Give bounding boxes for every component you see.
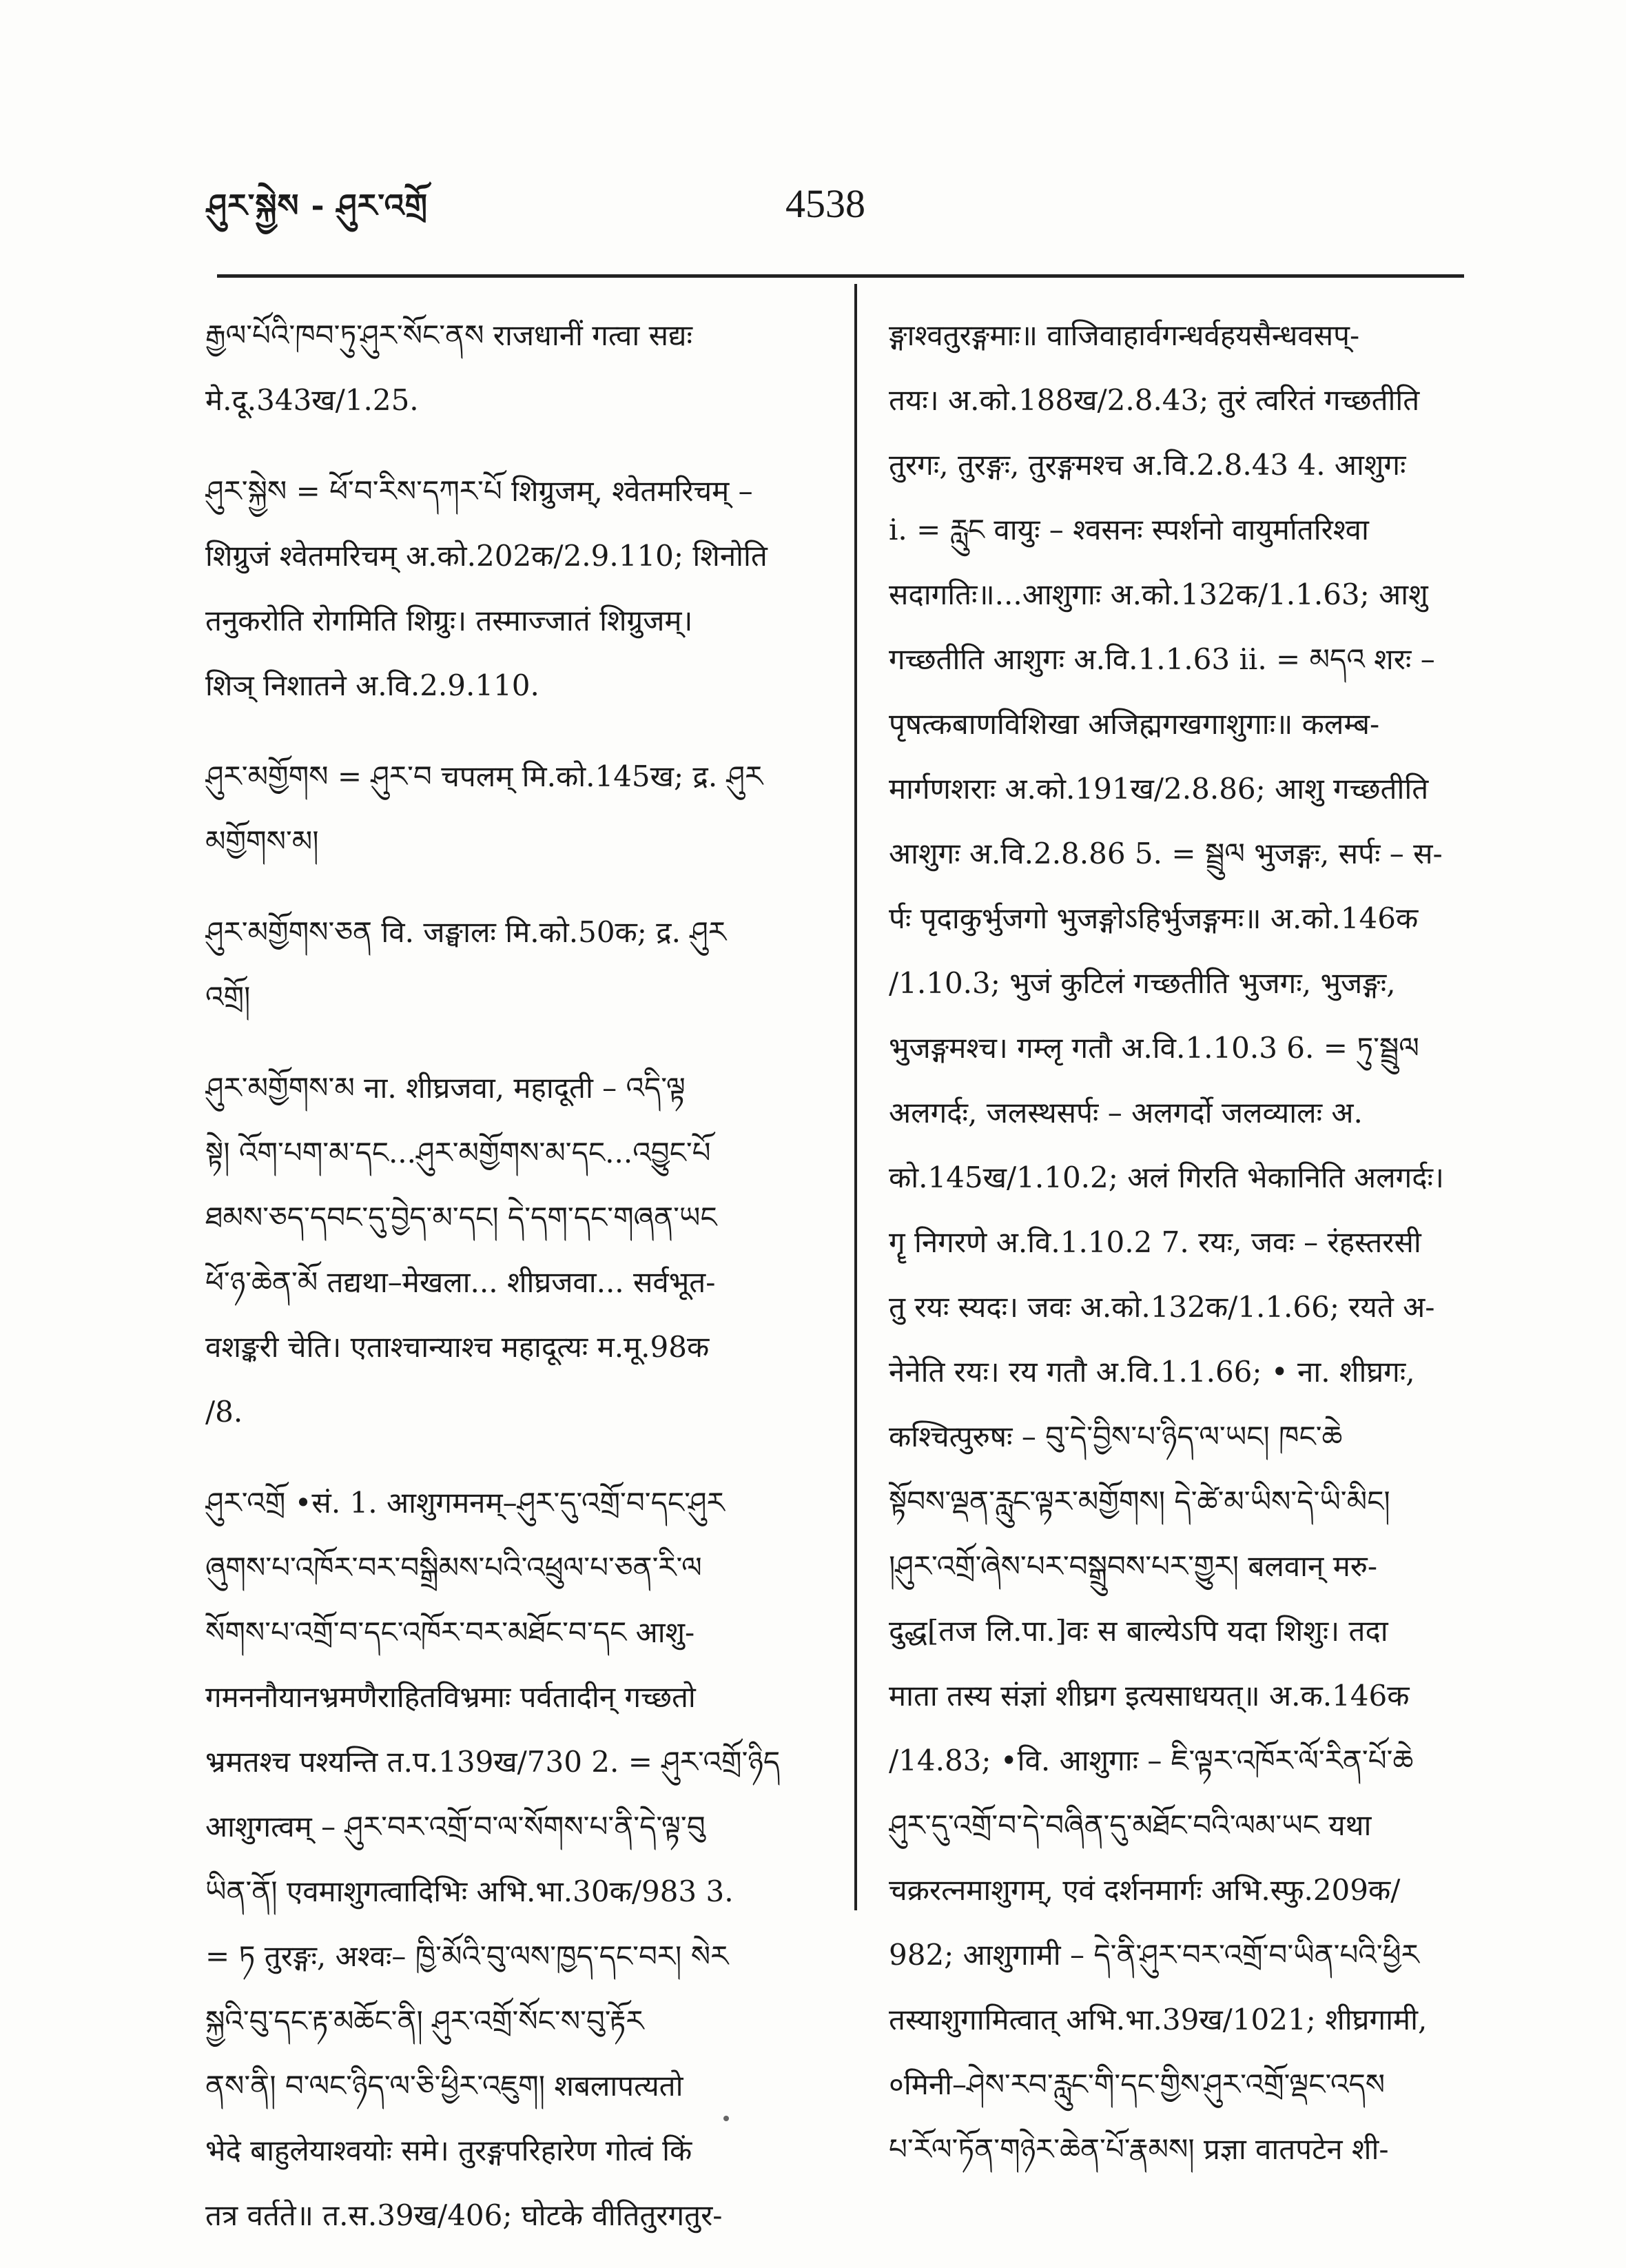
entry-gap xyxy=(205,874,824,900)
entry-gap xyxy=(205,1444,824,1471)
text-line: ཤུར་མགྱོགས་ཅན वि. जङ्घालः मि.को.50क; द्र. ཤུར xyxy=(205,915,727,949)
text-line: མགྱོགས་མ། xyxy=(205,824,319,858)
text-line: तुरगः, तुरङ्गः, तुरङ्गमश्च अ.वि.2.8.43 4. आशुगः xyxy=(889,448,1406,482)
text-line: འགྲོ། xyxy=(205,980,251,1014)
right-column xyxy=(889,303,1464,2182)
text-line: སོགས་པ་འགྲོ་བ་དང་འཁོར་བར་མཐོང་བ་དང आशु- xyxy=(205,1615,695,1649)
text-line: ཞུགས་པ་འཁོར་བར་བསྒྲིམས་པའི་འཕྲུལ་པ་ཅན་རི་ལ xyxy=(205,1551,702,1584)
text-line: गॄ निगरणे अ.वि.1.10.2 7. रयः, जवः – रंहस्तरसी xyxy=(889,1225,1421,1259)
text-line: ནས་ནི། བ་ལང་ཉིད་ལ་ཅི་ཕྱིར་འཇུག། शबलापत्यतो xyxy=(205,2069,683,2103)
text-line: /8. xyxy=(205,1395,243,1429)
entry-gap xyxy=(205,433,824,459)
text-line: པ་རོལ་ཏོན་གཉེར་ཆེན་པོ་རྣམས། प्रज्ञा वातपटेन शी- xyxy=(889,2132,1389,2166)
text-line: मे.दू.343ख/1.25. xyxy=(205,383,419,417)
page-number: 4538 xyxy=(785,181,865,226)
text-line: शिग्रुजं श्वेतमरिचम् अ.को.202क/2.9.110; शिनोति xyxy=(205,539,768,573)
text-line: तत्र वर्तते॥ त.स.39ख/406; घोटके वीतितुरगतुर- xyxy=(205,2198,723,2232)
text-line: तयः। अ.को.188ख/2.8.43; तुरं त्वरितं गच्छतीति xyxy=(889,383,1420,417)
text-line: /1.10.3; भुजं कुटिलं गच्छतीति भुजगः, भुजङ्गः, xyxy=(889,966,1396,1000)
text-line: भ्रमतश्च पश्यन्ति त.प.139ख/730 2. = ཤུར་འགྲོ་ཉིད xyxy=(205,1745,781,1779)
text-line: तु रयः स्यदः। जवः अ.को.132क/1.1.66; रयते अ- xyxy=(889,1290,1435,1324)
text-line: = ཏ तुरङ्गः, अश्वः– ཁྱི་མོའི་བུ་ལས་ཁྱད་དང་བར། སེར xyxy=(205,1939,729,1973)
text-line: र्पः पृदाकुर्भुजगो भुजङ्गोऽहिर्भुजङ्गमः॥ अ.को.146क xyxy=(889,901,1419,935)
text-line: ཕོ་ཉ་ཆེན་མོ तद्यथा–मेखला... शीघ्रजवा... सर्वभूत- xyxy=(205,1265,716,1299)
text-line: ཐམས་ཅད་དབང་དུ་བྱེད་མ་དང། དེ་དག་དང་གཞན་ཡང xyxy=(205,1201,717,1234)
text-line: तनुकरोति रोगमिति शिग्रुः। तस्माज्जातं शिग्रुजम्। xyxy=(205,604,693,637)
text-line: སྐྱའི་བུ་དང་རྟ་མཆོང་ནི། ཤུར་འགྲོ་སོང་ས་བུ་རྟོར xyxy=(205,2004,644,2038)
text-line: तस्याशुगामित्वात् अभि.भा.39ख/1021; शीघ्रगामी, xyxy=(889,2003,1428,2036)
text-line: आशुगः अ.वि.2.8.86 5. = སྦྲུལ भुजङ्गः, सर्पः – स- xyxy=(889,837,1443,870)
text-line: शिञ् निशातने अ.वि.2.9.110. xyxy=(205,668,539,702)
text-line: ङ्गाश्वतुरङ्गमाः॥ वाजिवाहार्वगन्धर्वहयसैन्धवसप्- xyxy=(889,318,1360,352)
text-line: ཤུར་མགྱོགས = ཤུར་བ चपलम् मि.को.145ख; द्र. ཤུར xyxy=(205,759,763,793)
text-line: भेदे बाहुलेयाश्वयोः समे। तुरङ्गपरिहारेण गोत्वं किं xyxy=(205,2134,692,2167)
text-line: ཤུར་འགྲོ •सं. 1. आशुगमनम्–ཤུར་དུ་འགྲོ་བ་དང་ཤུར xyxy=(205,1486,725,1520)
text-line: गच्छतीति आशुगः अ.वि.1.1.63 ii. = མདའ शरः – xyxy=(889,642,1435,676)
text-line: अलगर्दः, जलस्थसर्पः – अलगर्दो जलव्यालः अ. xyxy=(889,1096,1363,1130)
text-line: माता तस्य संज्ञां शीघ्रग इत्यसाधयत्॥ अ.क.146क xyxy=(889,1679,1410,1713)
text-line: རྒྱལ་པོའི་ཁབ་ཏུ་ཤུར་སོང་ནས राजधानीं गत्वा सद्यः xyxy=(205,318,692,352)
text-line: सदागतिः॥...आशुगाः अ.को.132क/1.1.63; आशु xyxy=(889,578,1428,611)
text-line: पृषत्कबाणविशिखा अजिह्मगखगाशुगाः॥ कलम्ब- xyxy=(889,707,1380,741)
text-line: भुजङ्गमश्च। गम्लृ गतौ अ.वि.1.10.3 6. = ཏུ་སྦྲུལ xyxy=(889,1031,1419,1065)
text-line: 982; आशुगामी – དེ་ནི་ཤུར་བར་འགྲོ་བ་ཡིན་པའི་ཕྱིར xyxy=(889,1938,1419,1972)
text-line: मार्गणशराः अ.को.191ख/2.8.86; आशु गच्छतीति xyxy=(889,772,1429,806)
entry-gap xyxy=(205,1030,824,1056)
text-line: སྟེ། འོག་པག་མ་དང...ཤུར་མགྱོགས་མ་དང...འབྱུང་པོ xyxy=(205,1136,711,1169)
text-line: i. = རླུང वायुः – श्वसनः स्पर्शनो वायुर्मातरिश्वा xyxy=(889,513,1369,546)
header-rule xyxy=(217,274,1464,278)
text-line: སྟོབས་ལྡན་རླུང་ལྟར་མགྱོགས། དེ་ཚེ་མ་ཡིས་དེ་ཡི་མིང། xyxy=(889,1484,1390,1518)
entry-gap xyxy=(205,718,824,744)
page-speck xyxy=(723,2116,729,2121)
text-line: चक्ररत्नमाशुगम्, एवं दर्शनमार्गः अभि.स्फु.209क/ xyxy=(889,1873,1401,1907)
text-line: ཤུར་དུ་འགྲོ་བ་དེ་བཞིན་དུ་མཐོང་བའི་ལམ་ཡང यथा xyxy=(889,1808,1372,1842)
left-column xyxy=(205,303,824,2248)
text-line: ०मिनी–ཤེས་རབ་རླུང་གི་དང་གྱིས་ཤུར་འགྲོ་ལྡང་འདས xyxy=(889,2067,1386,2101)
text-line: /14.83; •वि. आशुगाः – ཇི་ལྟར་འཁོར་ལོ་རིན་པོ་ཆེ xyxy=(889,1744,1414,1777)
text-line: वशङ्करी चेति। एताश्चान्याश्च महादूत्यः म.मू.98क xyxy=(205,1330,710,1364)
running-head: ཤུར་སྐྱེས - ཤུར་འགྲོ xyxy=(207,187,428,224)
text-line: नेनेति रयः। रय गतौ अ.वि.1.1.66; • ना. शीघ्रगः, xyxy=(889,1355,1415,1389)
text-line: ཤུར་མགྱོགས་མ ना. शीघ्रजवा, महादूती – འདི་ལྟ xyxy=(205,1071,686,1105)
text-line: ཤུར་སྐྱེས = ཕོ་བ་རིས་དཀར་པོ शिग्रुजम्, श्वेतमरिचम् – xyxy=(205,474,753,508)
text-line: दुद्ध[तज लि.पा.]वः स बाल्येऽपि यदा शिशुः। तदा xyxy=(889,1614,1388,1648)
column-divider xyxy=(854,284,857,1910)
text-line: कश्चित्पुरुषः – བུ་དེ་བྱིས་པ་ཉིད་ལ་ཡང། ཁང་ཆེ xyxy=(889,1420,1343,1453)
text-line: आशुगत्वम् – ཤུར་བར་འགྲོ་བ་ལ་སོགས་པ་ནི་དེ་ལྟ་བུ xyxy=(205,1810,706,1843)
text-line: को.145ख/1.10.2; अलं गिरति भेकानिति अलगर्दः। xyxy=(889,1161,1444,1194)
text-line: ཡིན་ནོ། एवमाशुगत्वादिभिः अभि.भा.30क/983 3. xyxy=(205,1874,734,1908)
text-line: །ཤུར་འགྲོ་ཞེས་པར་བསྒྲུབས་པར་གྱུར། बलवान् मरु- xyxy=(889,1549,1378,1583)
text-line: गमननौयानभ्रमणैराहितविभ्रमाः पर्वतादीन् गच्छतो xyxy=(205,1680,696,1714)
